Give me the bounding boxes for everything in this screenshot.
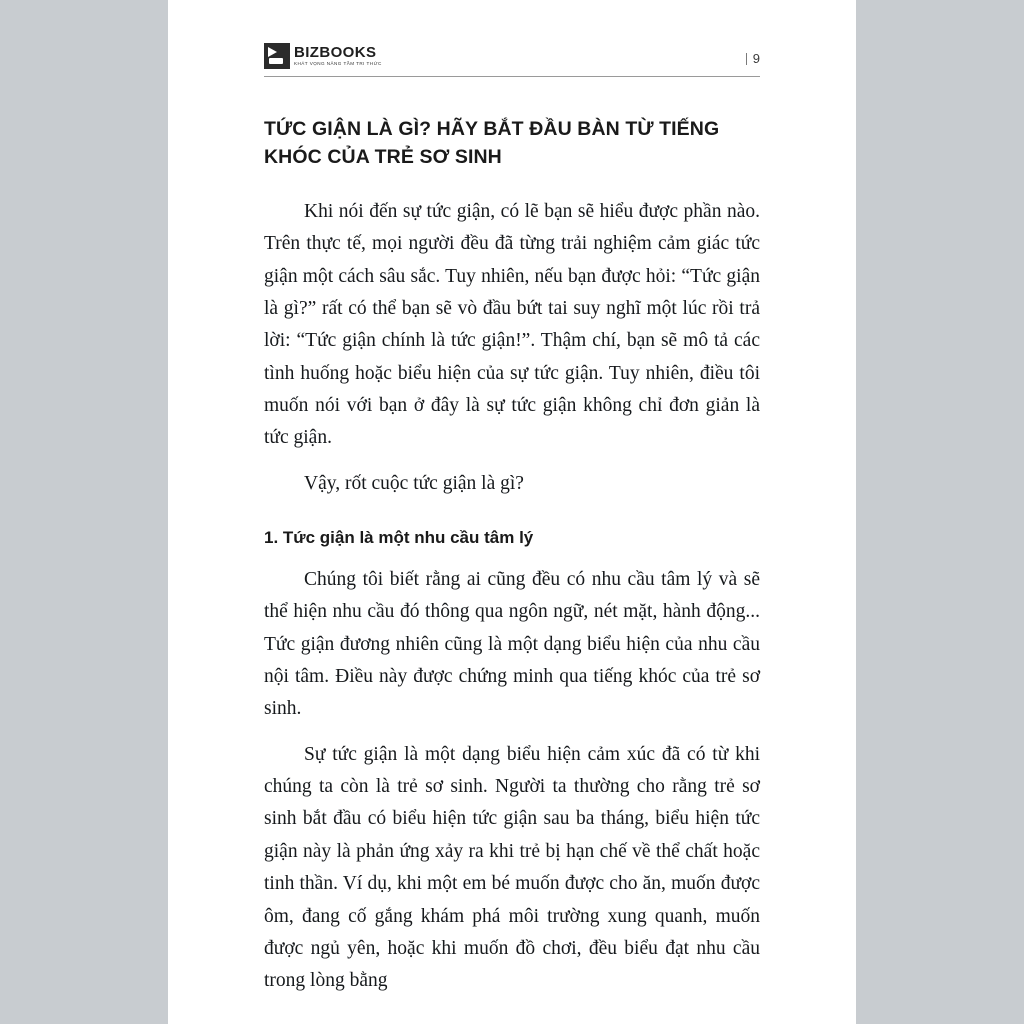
publisher-name: BIZBOOKS — [294, 44, 377, 62]
paragraph-intro-1: Khi nói đến sự tức giận, có lẽ bạn sẽ hiểu được phần nào. Trên thực tế, mọi người đều đã từng trải nghiệm cảm giác tức giận một cách sâu sắc. Tuy nhiên, nếu bạn được hỏi: “Tức giận là gì?” rất có thể bạn sẽ vò đầu bứt tai suy nghĩ một lúc rồi trả lời: “Tức giận chính là tức giận!”. Thậm chí, bạn sẽ mô tả các tình huống hoặc biểu hiện của sự tức giận. Tuy nhiên, điều tôi muốn nói với bạn ở đây là sự tức giận không chỉ đơn giản là tức giận. — [264, 200, 760, 449]
paragraph-section-1: Chúng tôi biết rằng ai cũng đều có nhu cầu tâm lý và sẽ thể hiện nhu cầu đó thông qua ngôn ngữ, nét mặt, hành động... Tức giận đương nhiên cũng là một dạng biểu hiện của nhu cầu nội tâm. Điều này được chứng minh qua tiếng khóc của trẻ sơ sinh. — [264, 568, 760, 720]
publisher-logo-text — [294, 45, 382, 67]
page-number-divider — [746, 53, 747, 65]
page-header — [264, 42, 760, 77]
page-number — [746, 51, 760, 66]
page-title: TỨC GIẬN LÀ GÌ? HÃY BẮT ĐẦU BÀN TỪ TIẾNG KHÓC CỦA TRẺ SƠ SINH — [264, 118, 720, 169]
paragraph-intro-2: Vậy, rốt cuộc tức giận là gì? — [304, 472, 524, 494]
page-content — [264, 42, 760, 998]
book-logo-icon — [264, 43, 290, 69]
paragraph-section-2: Sự tức giận là một dạng biểu hiện cảm xúc đã có từ khi chúng ta còn là trẻ sơ sinh. Người ta thường cho rằng trẻ sơ sinh bắt đầu có biểu hiện tức giận sau ba tháng, biểu hiện tức giận này là phản ứng xảy ra khi trẻ bị hạn chế về thể chất hoặc tinh thần. Ví dụ, khi một em bé muốn được cho ăn, muốn được ôm, đang cố gắng khám phá môi trường xung quanh, muốn được ngủ yên, hoặc khi muốn đồ chơi, đều biểu đạt nhu cầu trong lòng bằng — [264, 743, 760, 992]
publisher-logo — [264, 42, 382, 70]
publisher-tagline: KHÁT VỌNG NÂNG TẦM TRI THỨC — [294, 61, 382, 67]
page-number-value: 9 — [752, 51, 760, 66]
section-heading: 1. Tức giận là một nhu cầu tâm lý — [264, 528, 534, 548]
book-page — [168, 0, 856, 1024]
